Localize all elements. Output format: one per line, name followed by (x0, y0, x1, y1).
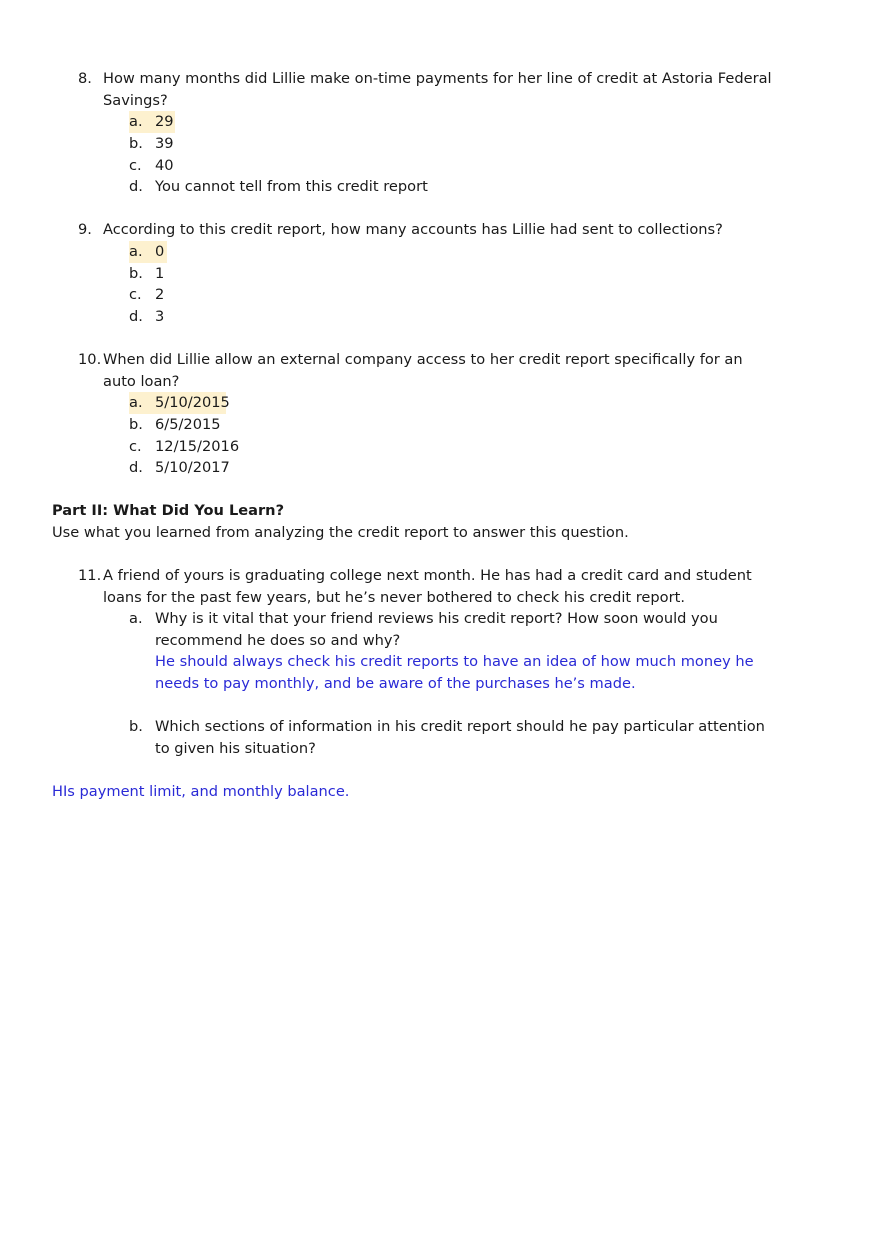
option-letter: d. (129, 178, 143, 195)
question-text: Savings? (103, 92, 168, 109)
question-number: 8. (78, 70, 92, 87)
answer-text: He should always check his credit reports to have an idea of how much money he (155, 653, 754, 670)
option-a-highlighted: 0 (155, 243, 165, 260)
option-text: 40 (155, 157, 174, 174)
question-number: 10. (78, 351, 102, 368)
subquestion-text: to given his situation? (155, 740, 316, 757)
option-text: 6/5/2015 (155, 416, 221, 433)
option-text: 12/15/2016 (155, 438, 240, 455)
question-text: When did Lillie allow an external company access to her credit report specifically for an (103, 351, 743, 368)
question-text: loans for the past few years, but he’s never bothered to check his credit report. (103, 589, 685, 606)
question-number: 9. (78, 221, 92, 238)
option-letter: d. (129, 308, 143, 325)
question-number: 11. (78, 567, 102, 584)
question-text: According to this credit report, how many accounts has Lillie had sent to collections? (103, 221, 723, 238)
option-text: 3 (155, 308, 165, 325)
subquestion-letter: a. (129, 610, 143, 627)
option-letter: b. (129, 265, 143, 282)
option-letter: a. (129, 241, 167, 263)
option-text: 5/10/2017 (155, 459, 230, 476)
section-heading: Part II: What Did You Learn? (52, 502, 285, 519)
option-letter: c. (129, 438, 142, 455)
option-text: 1 (155, 265, 165, 282)
subquestion-text: recommend he does so and why? (155, 632, 401, 649)
option-letter: b. (129, 416, 143, 433)
section-intro: Use what you learned from analyzing the credit report to answer this question. (52, 524, 629, 541)
option-letter: b. (129, 135, 143, 152)
answer-text: needs to pay monthly, and be aware of the purchases he’s made. (155, 675, 636, 692)
option-text: 39 (155, 135, 174, 152)
question-text: A friend of yours is graduating college next month. He has had a credit card and student (103, 567, 752, 584)
final-answer-text: HIs payment limit, and monthly balance. (52, 783, 350, 800)
subquestion-text: Which sections of information in his credit report should he pay particular attention (155, 718, 765, 735)
option-a-highlighted: 5/10/2015 (155, 394, 230, 411)
option-letter: a. (129, 111, 175, 133)
option-text: You cannot tell from this credit report (155, 178, 428, 195)
option-letter: c. (129, 157, 142, 174)
option-letter: a. (129, 392, 226, 414)
option-letter: d. (129, 459, 143, 476)
subquestion-letter: b. (129, 718, 143, 735)
option-letter: c. (129, 286, 142, 303)
option-a-highlighted: 29 (155, 113, 174, 130)
question-text: How many months did Lillie make on-time payments for her line of credit at Astoria Federal (103, 70, 772, 87)
question-text: auto loan? (103, 373, 180, 390)
option-text: 2 (155, 286, 165, 303)
subquestion-text: Why is it vital that your friend reviews his credit report? How soon would you (155, 610, 718, 627)
